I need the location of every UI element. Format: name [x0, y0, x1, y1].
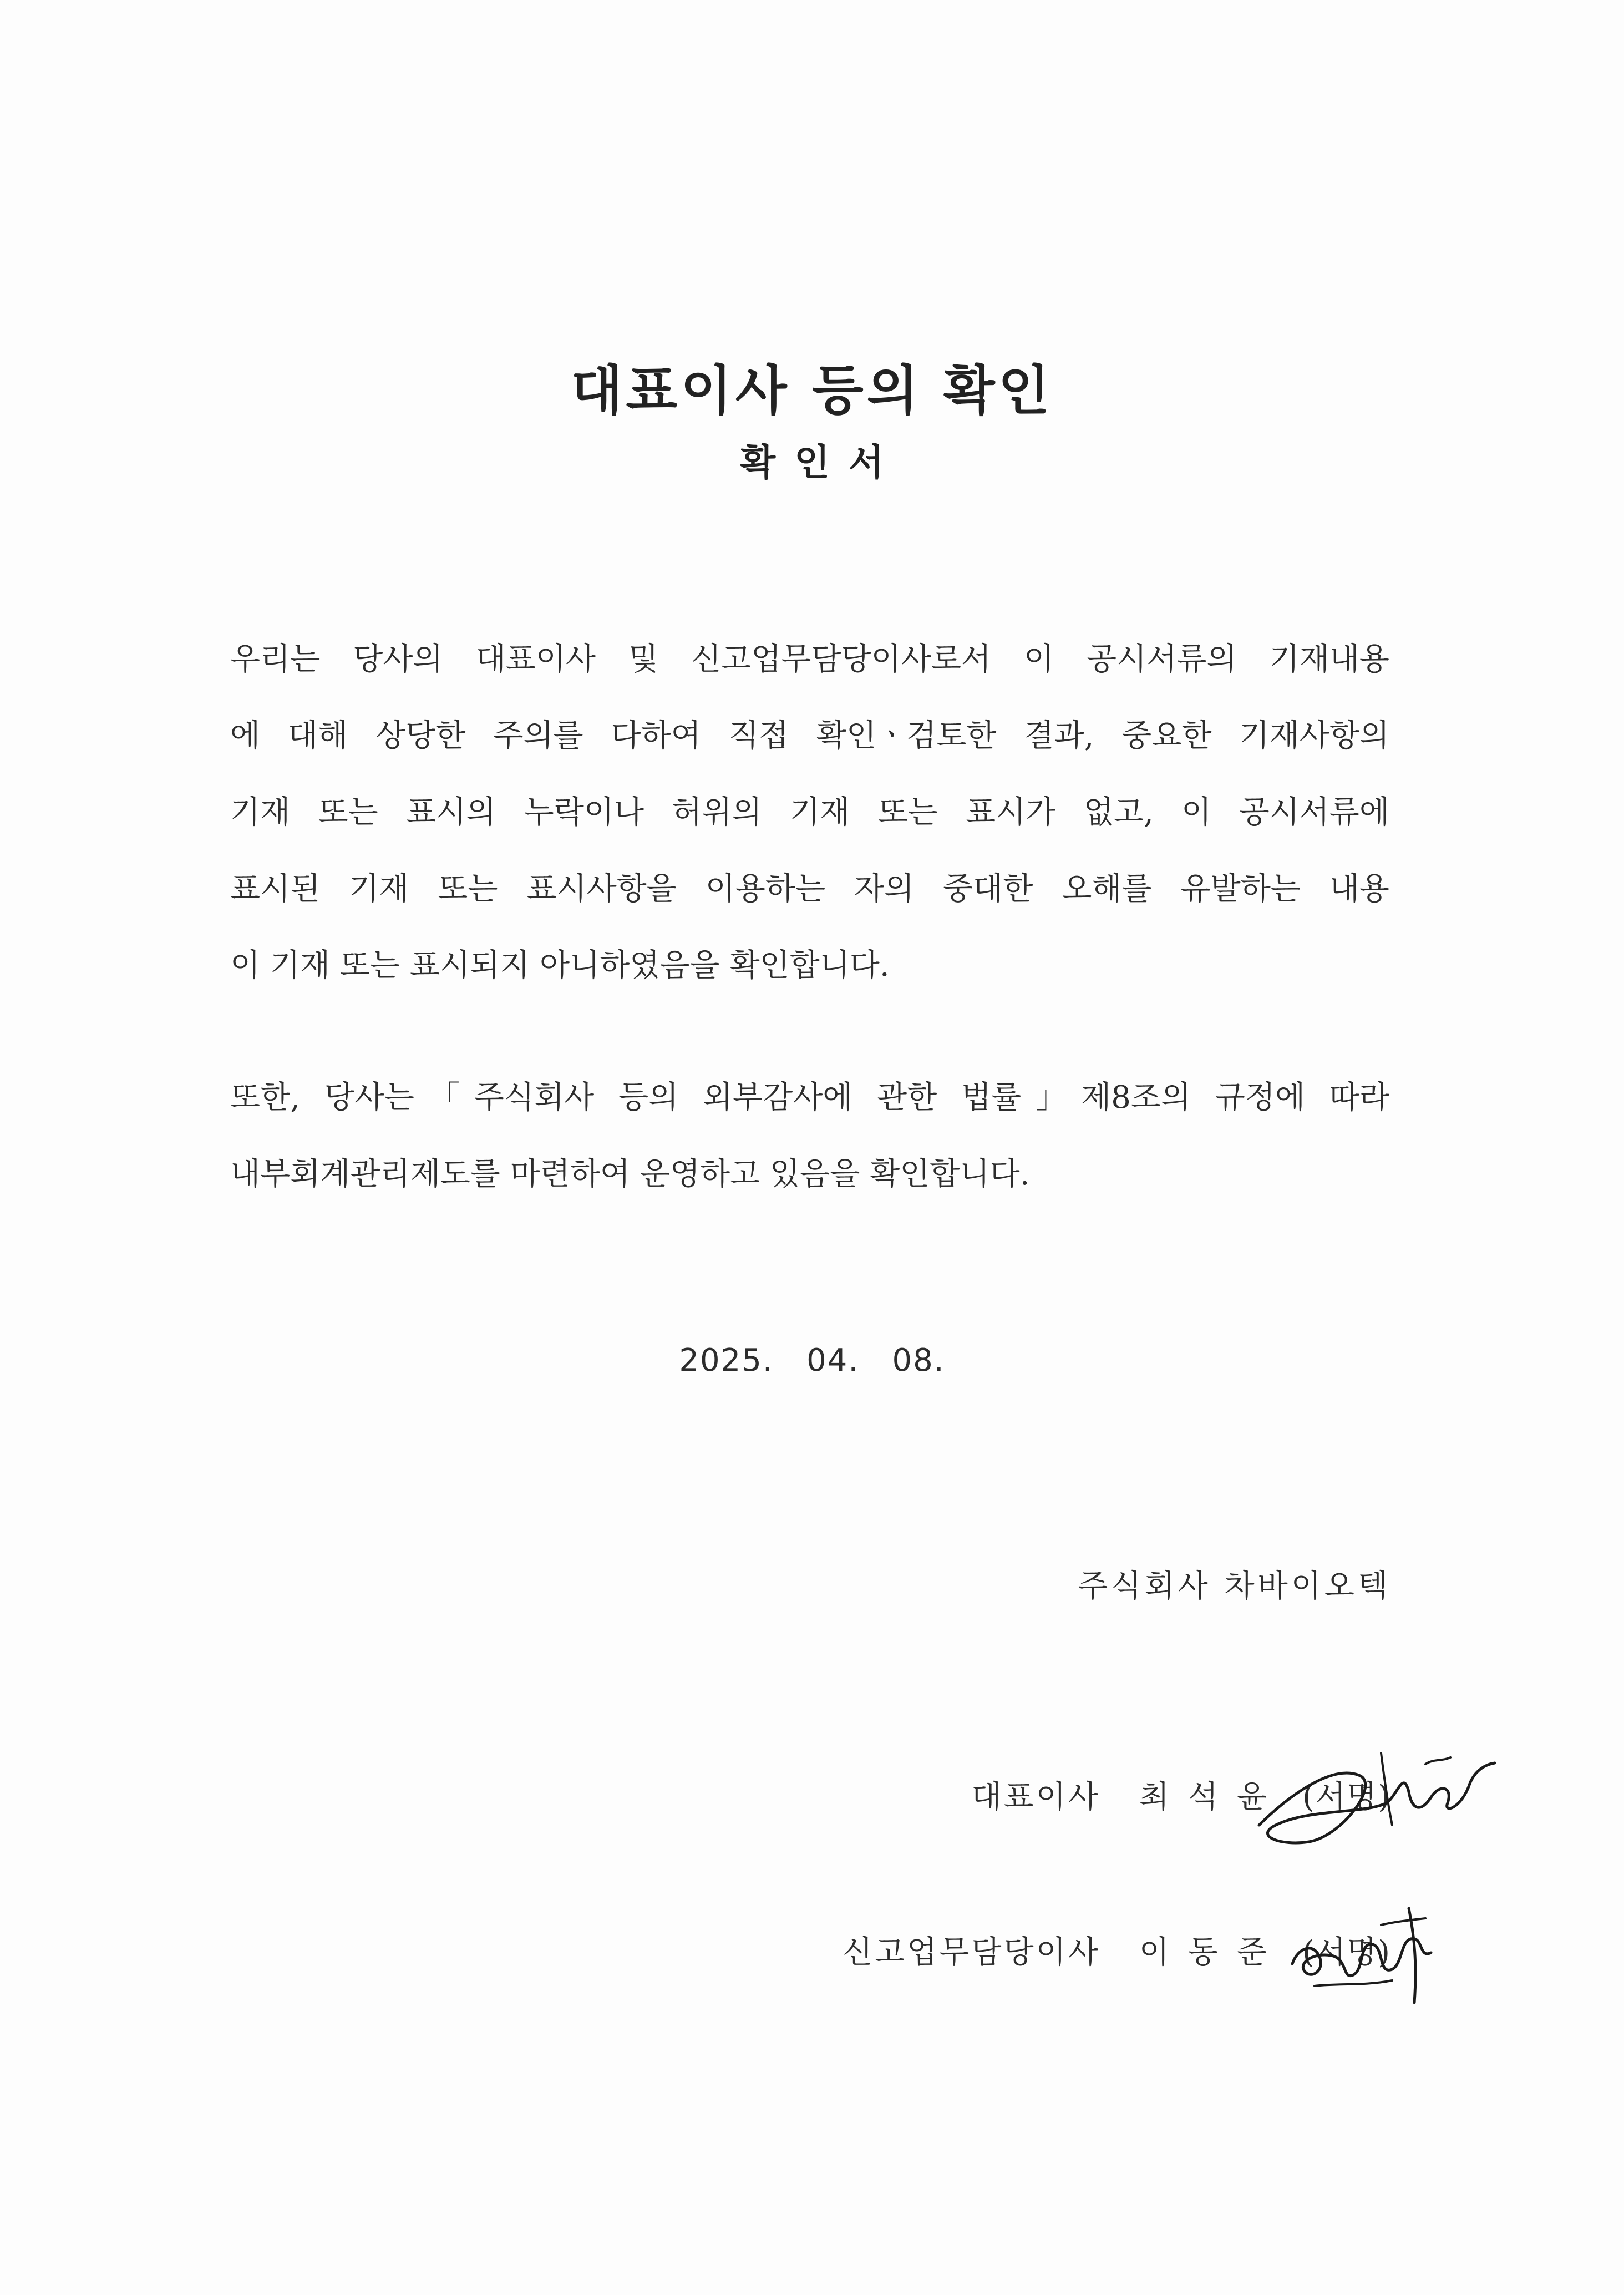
disclosure-officer-signature-line: [843, 1928, 1391, 1972]
signatory-role: 대표이사: [971, 1779, 1100, 1815]
paragraph-line: 표시된 기재 또는 표시사항을 이용하는 자의 중대한 오해를 유발하는 내용: [230, 871, 1389, 907]
internal-control-paragraph: [230, 1060, 1389, 1213]
paragraph-line: 이 기재 또는 표시되지 아니하였음을 확인합니다.: [230, 948, 890, 984]
signatory-role: 신고업무담당이사: [843, 1934, 1100, 1970]
document-date: 2025. 04. 08.: [679, 1342, 945, 1379]
paragraph-line: 에 대해 상당한 주의를 다하여 직접 확인ㆍ검토한 결과, 중요한 기재사항의: [230, 718, 1389, 754]
paragraph-line: 우리는 당사의 대표이사 및 신고업무담당이사로서 이 공시서류의 기재내용: [230, 641, 1389, 677]
signature-mark: (서명): [1302, 1934, 1391, 1970]
document-title: 대표이사 등의 확인: [571, 359, 1053, 422]
confirmation-paragraph: [230, 621, 1389, 1004]
document-subtitle: 확인서: [740, 441, 903, 484]
company-name: 주식회사 차바이오텍: [1078, 1568, 1391, 1604]
signatory-name: 이동준: [1139, 1934, 1286, 1970]
paragraph-line: 내부회계관리제도를 마련하여 운영하고 있음을 확인합니다.: [230, 1156, 1030, 1192]
signature-mark: (서명): [1302, 1779, 1391, 1815]
signatory-name: 최석윤: [1139, 1779, 1286, 1815]
paragraph-line: 또한, 당사는「주식회사 등의 외부감사에 관한 법률」제8조의 규정에 따라: [230, 1080, 1389, 1116]
paragraph-line: 기재 또는 표시의 누락이나 허위의 기재 또는 표시가 없고, 이 공시서류에: [230, 794, 1389, 830]
ceo-signature-line: [971, 1772, 1391, 1817]
